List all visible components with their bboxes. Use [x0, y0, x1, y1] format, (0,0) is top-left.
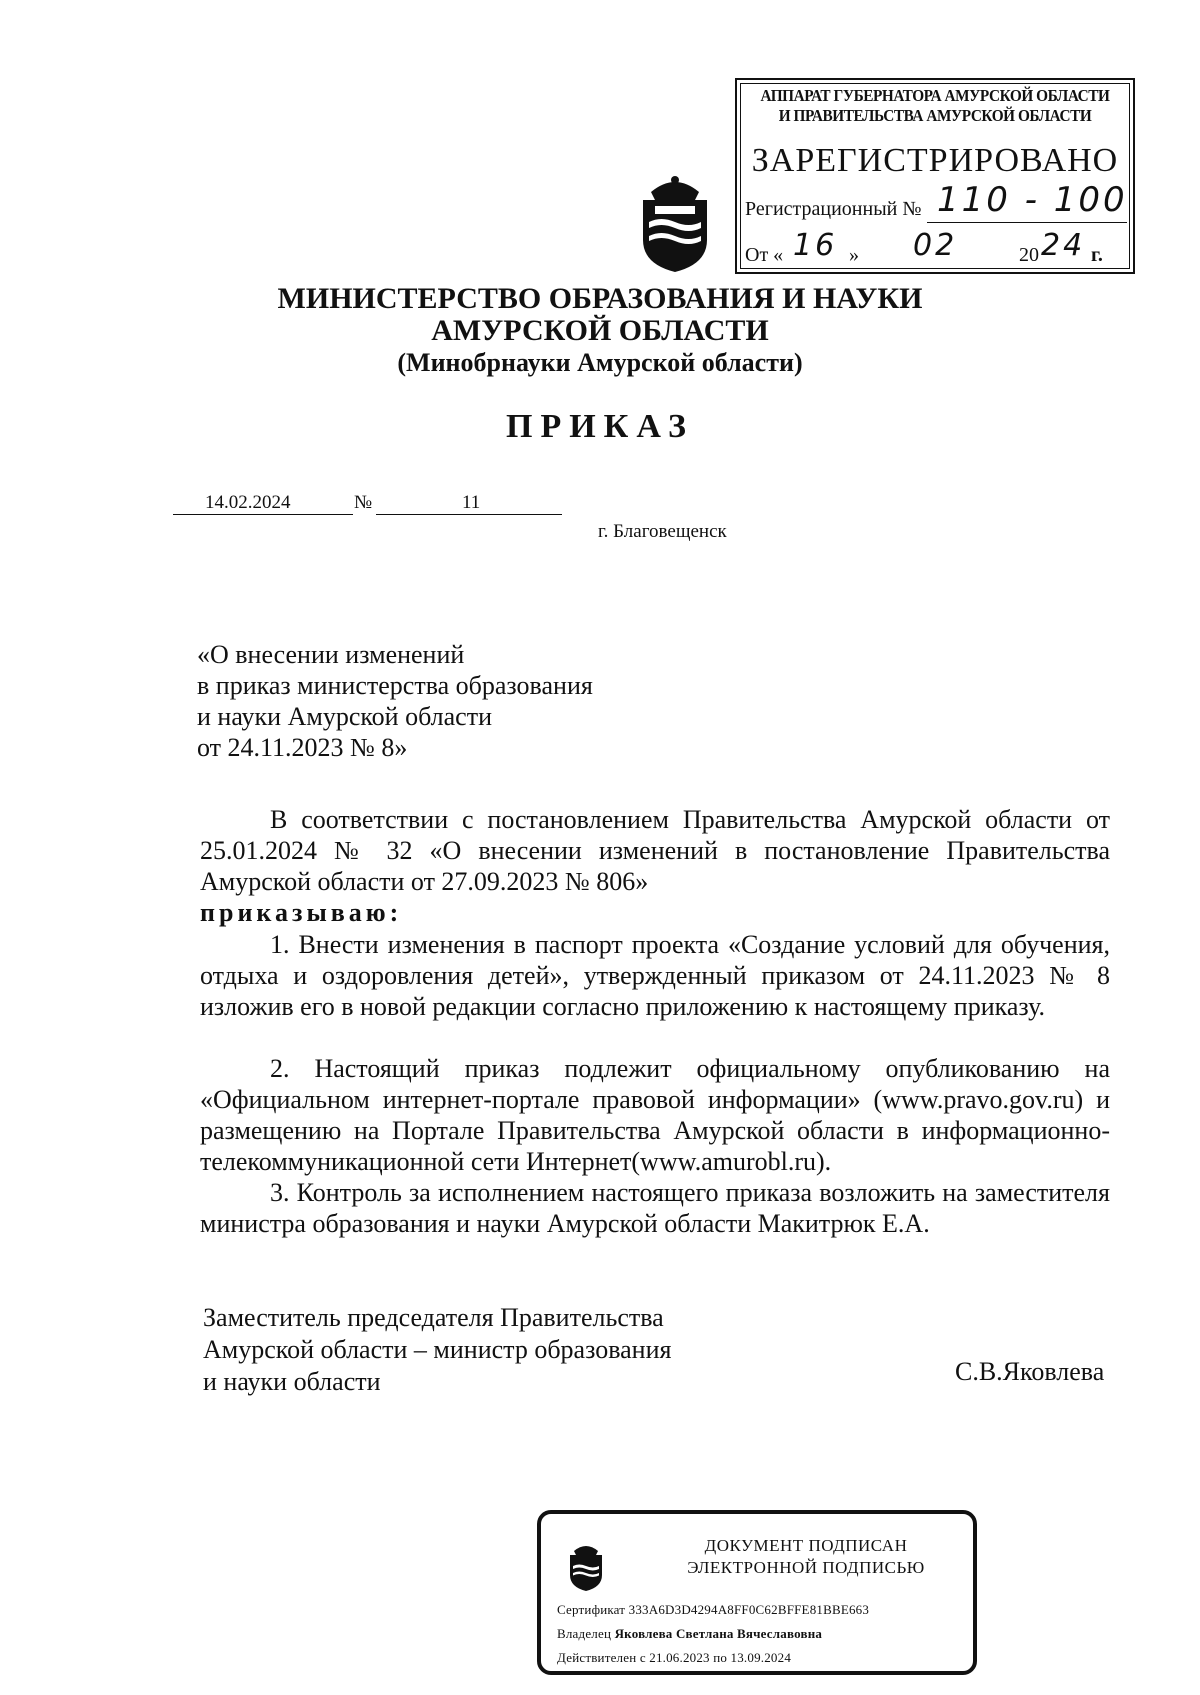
signatory-position-line2: Амурской области – министр образования: [203, 1335, 672, 1364]
stamp-month: 02: [913, 228, 958, 263]
stamp-year-underline: [1039, 268, 1087, 269]
signature-valid-from: 21.06.2023: [649, 1650, 710, 1665]
ministry-short-name: (Минобрнауки Амурской области): [397, 348, 803, 377]
signature-owner-label: Владелец: [557, 1626, 612, 1641]
order-item-3: 3. Контроль за исполнением настоящего приказа возложить на заместителя министра образования и науки Амурской области Макитрюк Е.А.: [200, 1178, 1110, 1238]
registration-stamp: [735, 78, 1135, 274]
stamp-day-underline: [785, 268, 847, 269]
stamp-from-label: От «: [745, 244, 784, 266]
order-number-label: №: [354, 492, 373, 513]
stamp-org-line1: АППАРАТ ГУБЕРНАТОРА АМУРСКОЙ ОБЛАСТИ: [760, 86, 1110, 105]
preamble-paragraph: В соответствии с постановлением Правительства Амурской области от 25.01.2024 № 32 «О внесении изменений в постановление Правительства Амурской области от 27.09.2023 № 806»: [200, 805, 1110, 896]
signature-valid-to: 13.09.2024: [730, 1650, 792, 1665]
electronic-signature-stamp: [537, 1510, 977, 1675]
signature-validity: [557, 1650, 791, 1666]
signature-cert-label: Сертификат: [557, 1602, 626, 1617]
stamp-day: 16: [793, 228, 838, 263]
stamp-day-close: »: [849, 244, 859, 266]
stamp-org-line2: И ПРАВИТЕЛЬСТВА АМУРСКОЙ ОБЛАСТИ: [778, 106, 1092, 125]
subject-line1: «О внесении изменений: [197, 640, 465, 669]
subject-line4: от 24.11.2023 № 8»: [197, 733, 408, 762]
stamp-month-underline: [863, 268, 1003, 269]
signature-cert-value: 333A6D3D4294A8FF0C62BFFE81BBE663: [628, 1602, 870, 1617]
signature-crest-icon: [565, 1540, 607, 1592]
signatory-name: С.В.Яковлева: [955, 1357, 1105, 1386]
signature-certificate: [557, 1602, 869, 1618]
order-item-2: 2. Настоящий приказ подлежит официальному опубликованию на «Официальном интернет-портале правовой информации» (www.pravo.gov.ru) и размещению на Портале Правительства Амурской области в информационно-телекоммуникационной сети Интернет(www.amurobl.ru).: [200, 1054, 1110, 1176]
stamp-year-end: г.: [1091, 244, 1103, 266]
ministry-name-line1: МИНИСТЕРСТВО ОБРАЗОВАНИЯ И НАУКИ: [277, 282, 923, 315]
order-item-1: 1. Внести изменения в паспорт проекта «Создание условий для обучения, отдыха и оздоровления детей», утвержденный приказом от 24.11.2023 № 8 изложив его в новой редакции согласно приложению к настоящему приказу.: [200, 930, 1110, 1021]
order-number: 11: [462, 492, 481, 513]
subject-line3: и науки Амурской области: [197, 702, 493, 731]
order-number-underline: [376, 514, 562, 515]
ministry-name-line2: АМУРСКОЙ ОБЛАСТИ: [431, 314, 769, 347]
signature-head-line1: ДОКУМЕНТ ПОДПИСАН: [704, 1536, 908, 1555]
coat-of-arms-icon: [635, 170, 715, 274]
signature-owner: [557, 1626, 822, 1642]
registration-stamp-inner-border: [740, 83, 1130, 269]
signature-head-line2: ЭЛЕКТРОННОЙ ПОДПИСЬЮ: [687, 1558, 925, 1577]
stamp-year-prefix: 20: [1019, 244, 1039, 266]
stamp-title: ЗАРЕГИСТРИРОВАНО: [751, 142, 1119, 179]
signature-valid-label: Действителен с: [557, 1650, 646, 1665]
stamp-reg-number: 110 - 100: [937, 180, 1128, 220]
order-date: 14.02.2024: [205, 492, 291, 513]
signatory-position-line3: и науки области: [203, 1367, 381, 1396]
signature-owner-value: Яковлева Светлана Вячеславовна: [614, 1626, 823, 1641]
stamp-year-suffix: 24: [1041, 228, 1086, 263]
signatory-position-line1: Заместитель председателя Правительства: [203, 1303, 664, 1332]
stamp-reg-label: Регистрационный №: [745, 198, 922, 220]
document-type-title: ПРИКАЗ: [506, 408, 694, 445]
order-word: приказываю:: [200, 898, 403, 927]
stamp-reg-underline: [927, 222, 1127, 223]
subject-line2: в приказ министерства образования: [197, 671, 593, 700]
order-date-underline: [173, 514, 353, 515]
order-city: г. Благовещенск: [598, 521, 727, 542]
signature-valid-to-label: по: [713, 1650, 728, 1665]
